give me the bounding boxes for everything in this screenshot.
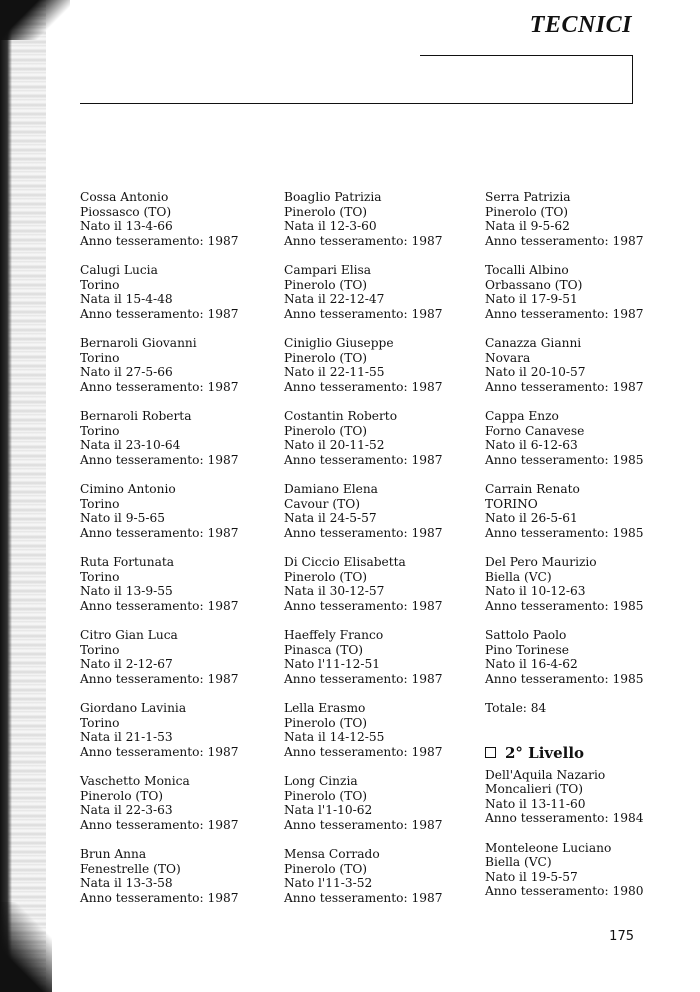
person-entry	[485, 628, 685, 686]
person-place: Pinerolo (TO)	[284, 423, 368, 438]
person-membership-year: Anno tesseramento: 1987	[80, 452, 239, 467]
column-3	[485, 190, 685, 914]
person-birth: Nato il 13-11-60	[485, 796, 586, 811]
person-birth: Nato il 13-9-55	[80, 584, 173, 598]
person-membership-year: Anno tesseramento: 1987	[284, 671, 443, 686]
person-birth: Nato il 20-10-57	[485, 365, 586, 379]
person-birth: Nata l'1-10-62	[284, 803, 373, 817]
person-birth: Nata il 9-5-62	[485, 219, 570, 233]
person-entry	[485, 336, 685, 394]
person-name: Haeffely Franco	[284, 628, 384, 642]
person-name: Dell'Aquila Nazario	[485, 767, 606, 782]
person-name: Costantin Roberto	[284, 409, 398, 423]
person-place: Torino	[80, 569, 120, 584]
person-membership-year: Anno tesseramento: 1987	[80, 233, 239, 248]
person-name: Ruta Fortunata	[80, 555, 175, 569]
person-birth: Nata il 24-5-57	[284, 511, 377, 525]
person-entry	[485, 263, 685, 321]
person-membership-year: Anno tesseramento: 1987	[80, 744, 239, 759]
person-place: Torino	[80, 715, 120, 730]
person-name: Brun Anna	[80, 847, 147, 861]
person-entry	[80, 701, 280, 759]
person-entry	[284, 263, 484, 321]
person-entry	[80, 774, 280, 832]
person-entry	[284, 628, 484, 686]
person-name: Canazza Gianni	[485, 336, 582, 350]
person-place: Moncalieri (TO)	[485, 782, 583, 796]
person-membership-year: Anno tesseramento: 1984	[485, 811, 644, 825]
column-1	[80, 190, 280, 920]
person-name: Sattolo Paolo	[485, 628, 567, 642]
header-rule-short	[420, 55, 633, 56]
person-place: Pinerolo (TO)	[284, 788, 368, 803]
person-birth: Nato il 13-4-66	[80, 219, 173, 233]
person-name: Cossa Antonio	[80, 190, 169, 204]
person-entry	[284, 847, 484, 905]
person-birth: Nata il 14-12-55	[284, 730, 385, 744]
person-membership-year: Anno tesseramento: 1987	[284, 452, 443, 467]
person-name: Bernaroli Giovanni	[80, 336, 197, 350]
person-name: Calugi Lucia	[80, 263, 158, 277]
column-2	[284, 190, 484, 920]
person-name: Monteleone Luciano	[485, 840, 612, 855]
person-entry	[80, 847, 280, 905]
person-place: Forno Canavese	[485, 423, 585, 438]
person-entry	[284, 409, 484, 467]
person-birth: Nato il 9-5-65	[80, 511, 165, 525]
person-place: Pinerolo (TO)	[284, 204, 368, 219]
person-birth: Nato il 16-4-62	[485, 657, 578, 671]
person-name: Carrain Renato	[485, 482, 580, 496]
person-place: Torino	[80, 496, 120, 511]
person-membership-year: Anno tesseramento: 1987	[80, 306, 239, 321]
person-place: Fenestrelle (TO)	[80, 861, 181, 876]
person-birth: Nato il 17-9-51	[485, 292, 578, 306]
person-entry	[80, 555, 280, 613]
binding-top-corner	[0, 0, 70, 40]
person-membership-year: Anno tesseramento: 1987	[80, 525, 239, 540]
person-entry	[80, 482, 280, 540]
person-membership-year: Anno tesseramento: 1987	[284, 306, 443, 321]
person-birth: Nato il 20-11-52	[284, 438, 385, 452]
section-title: 2° Livello	[505, 743, 585, 762]
person-name: Mensa Corrado	[284, 847, 380, 861]
person-membership-year: Anno tesseramento: 1987	[80, 379, 239, 394]
person-birth: Nata il 15-4-48	[80, 292, 173, 306]
person-entry	[485, 555, 685, 613]
person-entry	[485, 841, 685, 899]
person-membership-year: Anno tesseramento: 1987	[284, 598, 443, 613]
person-place: Torino	[80, 642, 120, 657]
person-birth: Nato l'11-3-52	[284, 876, 373, 890]
person-membership-year: Anno tesseramento: 1980	[485, 884, 644, 898]
person-place: Biella (VC)	[485, 855, 552, 869]
person-place: Orbassano (TO)	[485, 277, 583, 292]
person-name: Cimino Antonio	[80, 482, 176, 496]
person-place: Novara	[485, 350, 531, 365]
person-entry	[284, 482, 484, 540]
person-entry	[80, 190, 280, 248]
header-rule-long	[80, 103, 633, 104]
person-birth: Nato il 27-5-66	[80, 365, 173, 379]
person-birth: Nato l'11-12-51	[284, 657, 381, 671]
person-place: TORINO	[485, 496, 538, 511]
section-entries	[485, 768, 685, 899]
person-birth: Nata il 21-1-53	[80, 730, 173, 744]
person-birth: Nato il 10-12-63	[485, 584, 586, 598]
person-place: Biella (VC)	[485, 569, 552, 584]
person-membership-year: Anno tesseramento: 1987	[284, 890, 443, 905]
person-name: Ciniglio Giuseppe	[284, 336, 394, 350]
person-name: Bernaroli Roberta	[80, 409, 192, 423]
person-membership-year: Anno tesseramento: 1987	[485, 379, 644, 394]
person-entry	[284, 190, 484, 248]
person-name: Boaglio Patrizia	[284, 190, 382, 204]
person-place: Torino	[80, 423, 120, 438]
person-entry	[80, 263, 280, 321]
binding-bottom-corner	[0, 902, 52, 992]
page-number: 175	[609, 929, 634, 944]
person-birth: Nato il 22-11-55	[284, 365, 385, 379]
person-birth: Nata il 22-3-63	[80, 803, 173, 817]
person-place: Pinerolo (TO)	[284, 715, 368, 730]
person-entry	[485, 482, 685, 540]
person-entry	[284, 555, 484, 613]
person-membership-year: Anno tesseramento: 1987	[80, 890, 239, 905]
person-membership-year: Anno tesseramento: 1987	[80, 671, 239, 686]
person-membership-year: Anno tesseramento: 1985	[485, 598, 644, 613]
checkbox-icon	[485, 747, 496, 758]
person-membership-year: Anno tesseramento: 1987	[284, 817, 443, 832]
person-place: Pinasca (TO)	[284, 642, 364, 657]
person-membership-year: Anno tesseramento: 1987	[80, 598, 239, 613]
person-membership-year: Anno tesseramento: 1985	[485, 452, 644, 467]
person-membership-year: Anno tesseramento: 1987	[284, 379, 443, 394]
person-membership-year: Anno tesseramento: 1987	[284, 233, 443, 248]
person-place: Cavour (TO)	[284, 496, 360, 511]
person-name: Long Cinzia	[284, 774, 358, 788]
person-birth: Nato il 2-12-67	[80, 657, 173, 671]
person-name: Cappa Enzo	[485, 409, 559, 423]
person-entry	[485, 190, 685, 248]
person-place: Pinerolo (TO)	[80, 788, 164, 803]
person-entry	[284, 336, 484, 394]
person-place: Piossasco (TO)	[80, 204, 172, 219]
person-name: Damiano Elena	[284, 482, 378, 496]
person-membership-year: Anno tesseramento: 1987	[284, 525, 443, 540]
person-membership-year: Anno tesseramento: 1985	[485, 525, 644, 540]
header-rule-vertical	[632, 55, 633, 103]
person-membership-year: Anno tesseramento: 1987	[485, 233, 644, 248]
person-membership-year: Anno tesseramento: 1987	[485, 306, 644, 321]
person-place: Pinerolo (TO)	[284, 350, 368, 365]
person-name: Citro Gian Luca	[80, 628, 178, 642]
column-3-entries	[485, 190, 685, 686]
person-name: Tocalli Albino	[485, 263, 569, 277]
person-birth: Nato il 19-5-57	[485, 869, 578, 884]
person-name: Lella Erasmo	[284, 701, 366, 715]
person-place: Pinerolo (TO)	[485, 204, 569, 219]
person-birth: Nata il 22-12-47	[284, 292, 385, 306]
person-birth: Nata il 13-3-58	[80, 876, 173, 890]
person-name: Vaschetto Monica	[80, 774, 190, 788]
person-place: Pinerolo (TO)	[284, 861, 368, 876]
total-count: Totale: 84	[485, 701, 547, 715]
person-entry	[485, 409, 685, 467]
person-entry	[485, 768, 685, 826]
person-name: Campari Elisa	[284, 263, 372, 277]
person-birth: Nato il 6-12-63	[485, 438, 578, 452]
person-name: Serra Patrizia	[485, 190, 571, 204]
person-entry	[284, 701, 484, 759]
person-place: Torino	[80, 277, 120, 292]
person-name: Giordano Lavinia	[80, 701, 187, 715]
person-birth: Nata il 23-10-64	[80, 438, 181, 452]
person-birth: Nata il 12-3-60	[284, 219, 377, 233]
section-heading	[485, 744, 685, 762]
person-place: Pinerolo (TO)	[284, 569, 368, 584]
person-membership-year: Anno tesseramento: 1985	[485, 671, 644, 686]
person-entry	[80, 409, 280, 467]
person-place: Pinerolo (TO)	[284, 277, 368, 292]
person-entry	[80, 628, 280, 686]
person-name: Di Ciccio Elisabetta	[284, 555, 406, 569]
person-birth: Nato il 26-5-61	[485, 511, 578, 525]
person-place: Pino Torinese	[485, 642, 569, 657]
person-entry	[284, 774, 484, 832]
person-membership-year: Anno tesseramento: 1987	[284, 744, 443, 759]
person-entry	[80, 336, 280, 394]
person-birth: Nata il 30-12-57	[284, 584, 385, 598]
person-membership-year: Anno tesseramento: 1987	[80, 817, 239, 832]
person-place: Torino	[80, 350, 120, 365]
page-title: TECNICI	[529, 12, 632, 38]
person-name: Del Pero Maurizio	[485, 555, 597, 569]
book-binding-edge	[0, 0, 12, 992]
